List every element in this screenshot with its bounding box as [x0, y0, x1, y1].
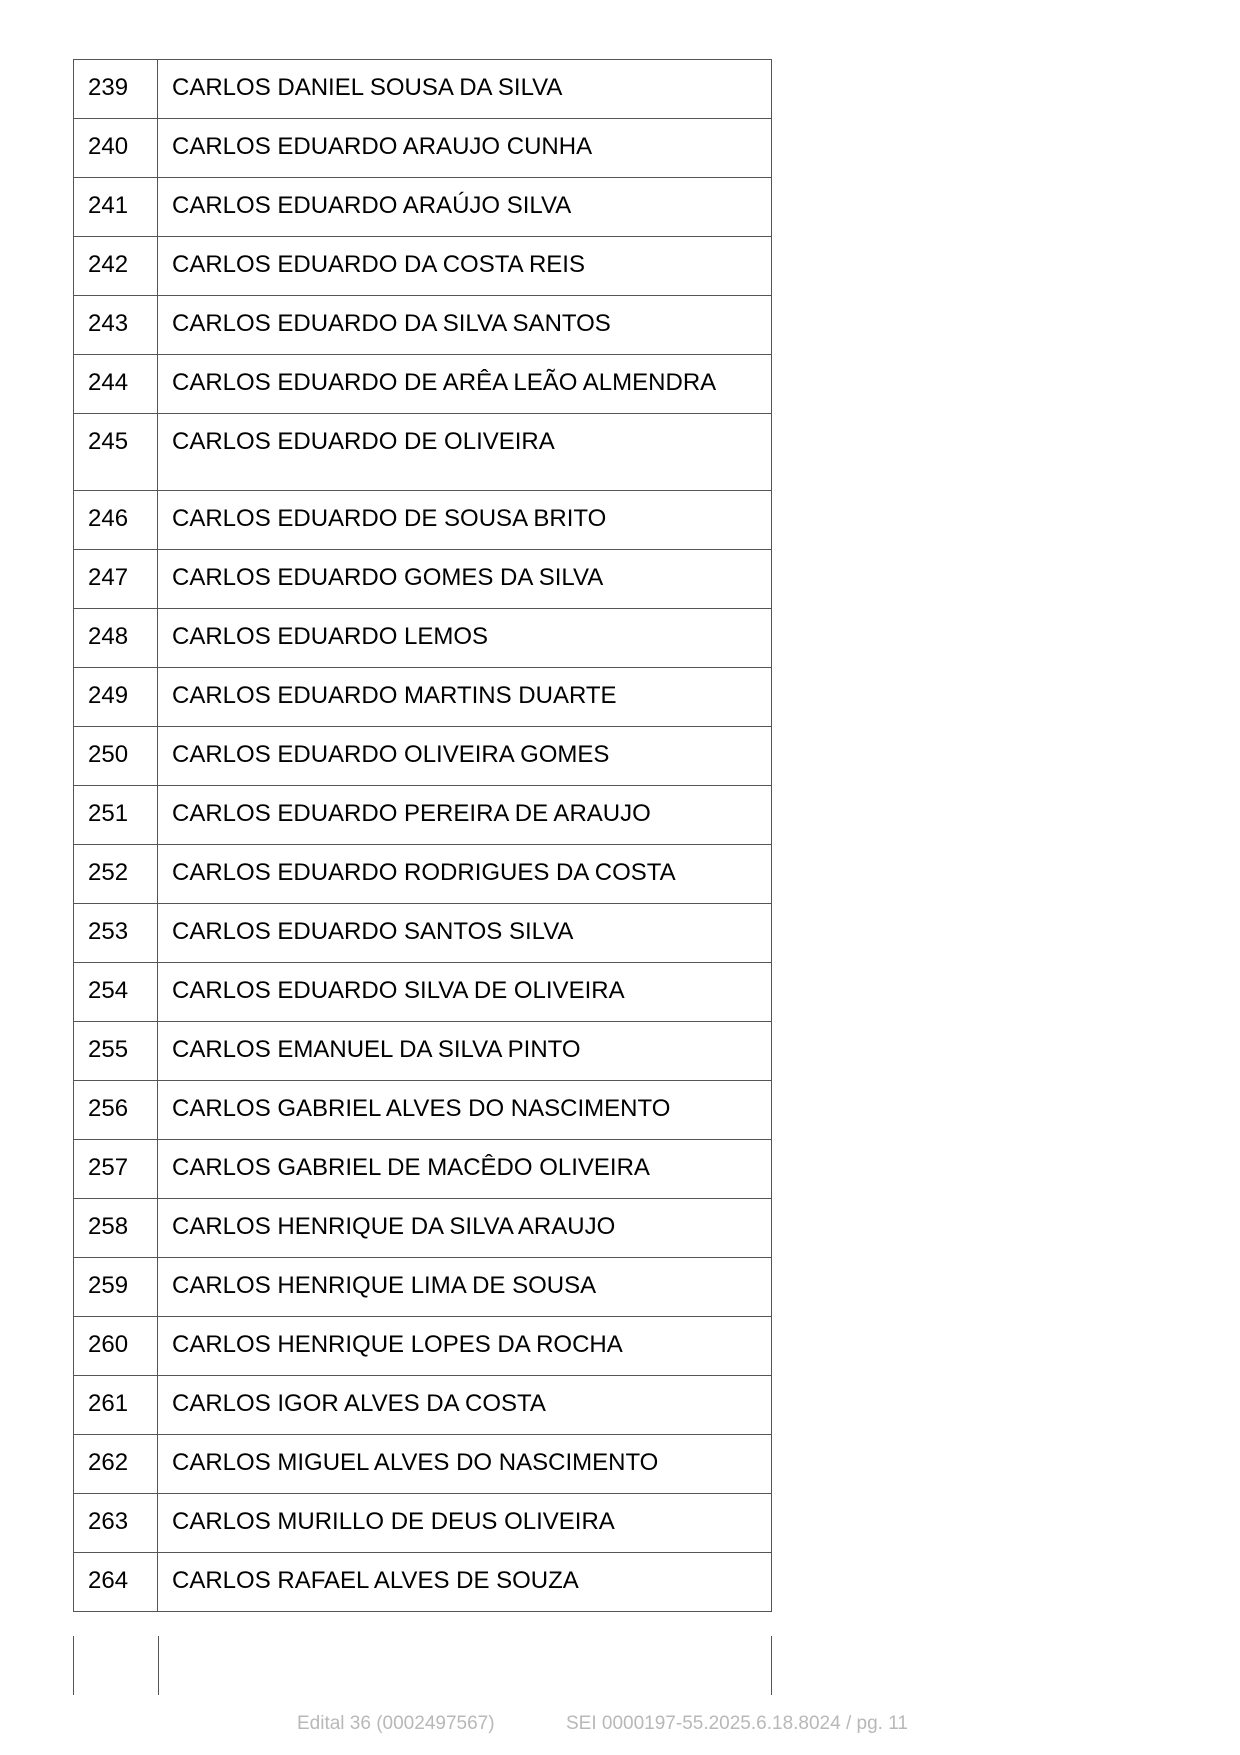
row-number: 264 [74, 1553, 158, 1611]
row-number: 257 [74, 1140, 158, 1198]
row-name: CARLOS EDUARDO MARTINS DUARTE [172, 682, 617, 709]
row-name: CARLOS EDUARDO OLIVEIRA GOMES [172, 741, 610, 768]
names-table [73, 59, 772, 1612]
row-name: CARLOS EDUARDO LEMOS [172, 623, 489, 650]
row-number: 241 [74, 178, 158, 236]
row-number: 251 [74, 786, 158, 844]
row-number: 247 [74, 550, 158, 608]
row-number: 255 [74, 1022, 158, 1080]
row-name: CARLOS GABRIEL ALVES DO NASCIMENTO [172, 1095, 671, 1122]
table-row [74, 1258, 771, 1317]
table-row [74, 668, 771, 727]
row-name: CARLOS HENRIQUE DA SILVA ARAUJO [172, 1213, 616, 1240]
row-number: 243 [74, 296, 158, 354]
row-name: CARLOS EDUARDO ARAUJO CUNHA [172, 133, 593, 160]
row-name: CARLOS HENRIQUE LOPES DA ROCHA [172, 1331, 623, 1358]
row-name: CARLOS EDUARDO DE OLIVEIRA [172, 428, 555, 455]
table-row [74, 1081, 771, 1140]
footer-document-id: Edital 36 (0002497567) [297, 1713, 495, 1734]
row-name: CARLOS IGOR ALVES DA COSTA [172, 1390, 546, 1417]
row-number: 258 [74, 1199, 158, 1257]
row-number: 256 [74, 1081, 158, 1139]
table-row [74, 1494, 771, 1553]
row-number: 244 [74, 355, 158, 413]
row-number: 248 [74, 609, 158, 667]
row-name: CARLOS MIGUEL ALVES DO NASCIMENTO [172, 1449, 659, 1476]
row-name: CARLOS EDUARDO ARAÚJO SILVA [172, 192, 572, 219]
table-row [74, 178, 771, 237]
table-row [74, 963, 771, 1022]
table-row [74, 355, 771, 414]
row-name: CARLOS EDUARDO RODRIGUES DA COSTA [172, 859, 676, 886]
table-row [74, 1553, 771, 1612]
row-number: 252 [74, 845, 158, 903]
table-row [74, 845, 771, 904]
table-row [74, 1317, 771, 1376]
row-number: 246 [74, 491, 158, 549]
row-name: CARLOS MURILLO DE DEUS OLIVEIRA [172, 1508, 615, 1535]
table-row [74, 550, 771, 609]
row-number: 242 [74, 237, 158, 295]
row-number: 250 [74, 727, 158, 785]
row-name: CARLOS EDUARDO PEREIRA DE ARAUJO [172, 800, 651, 827]
row-name: CARLOS EDUARDO DA SILVA SANTOS [172, 310, 611, 337]
table-row [74, 296, 771, 355]
row-name: CARLOS EDUARDO DE SOUSA BRITO [172, 505, 607, 532]
table-row [74, 1022, 771, 1081]
table-row [74, 119, 771, 178]
row-number: 239 [74, 60, 158, 118]
row-number: 253 [74, 904, 158, 962]
row-name: CARLOS RAFAEL ALVES DE SOUZA [172, 1567, 579, 1594]
table-row [74, 1435, 771, 1494]
table-row [74, 237, 771, 296]
table-continuation [73, 1636, 772, 1695]
row-name: CARLOS EDUARDO DA COSTA REIS [172, 251, 585, 278]
row-number: 262 [74, 1435, 158, 1493]
table-row [74, 491, 771, 550]
table-row [74, 1376, 771, 1435]
row-name: CARLOS EDUARDO GOMES DA SILVA [172, 564, 604, 591]
row-number: 263 [74, 1494, 158, 1552]
row-name: CARLOS DANIEL SOUSA DA SILVA [172, 74, 563, 101]
table-row [74, 727, 771, 786]
row-number: 259 [74, 1258, 158, 1316]
row-number: 261 [74, 1376, 158, 1434]
row-number: 254 [74, 963, 158, 1021]
table-row [74, 60, 771, 119]
row-number: 260 [74, 1317, 158, 1375]
row-name: CARLOS HENRIQUE LIMA DE SOUSA [172, 1272, 597, 1299]
table-row [74, 786, 771, 845]
row-name: CARLOS GABRIEL DE MACÊDO OLIVEIRA [172, 1154, 650, 1181]
table-row [74, 414, 771, 491]
row-number: 249 [74, 668, 158, 726]
row-number: 240 [74, 119, 158, 177]
table-row [74, 1199, 771, 1258]
row-name: CARLOS EDUARDO DE ARÊA LEÃO ALMENDRA [172, 369, 717, 396]
table-row [74, 904, 771, 963]
row-name: CARLOS EDUARDO SILVA DE OLIVEIRA [172, 977, 625, 1004]
table-row [74, 1140, 771, 1199]
footer-sei-reference: SEI 0000197-55.2025.6.18.8024 / pg. 11 [566, 1713, 908, 1734]
column-divider [158, 1636, 159, 1695]
row-name: CARLOS EMANUEL DA SILVA PINTO [172, 1036, 581, 1063]
table-row [74, 609, 771, 668]
row-number: 245 [74, 414, 158, 490]
row-name: CARLOS EDUARDO SANTOS SILVA [172, 918, 574, 945]
